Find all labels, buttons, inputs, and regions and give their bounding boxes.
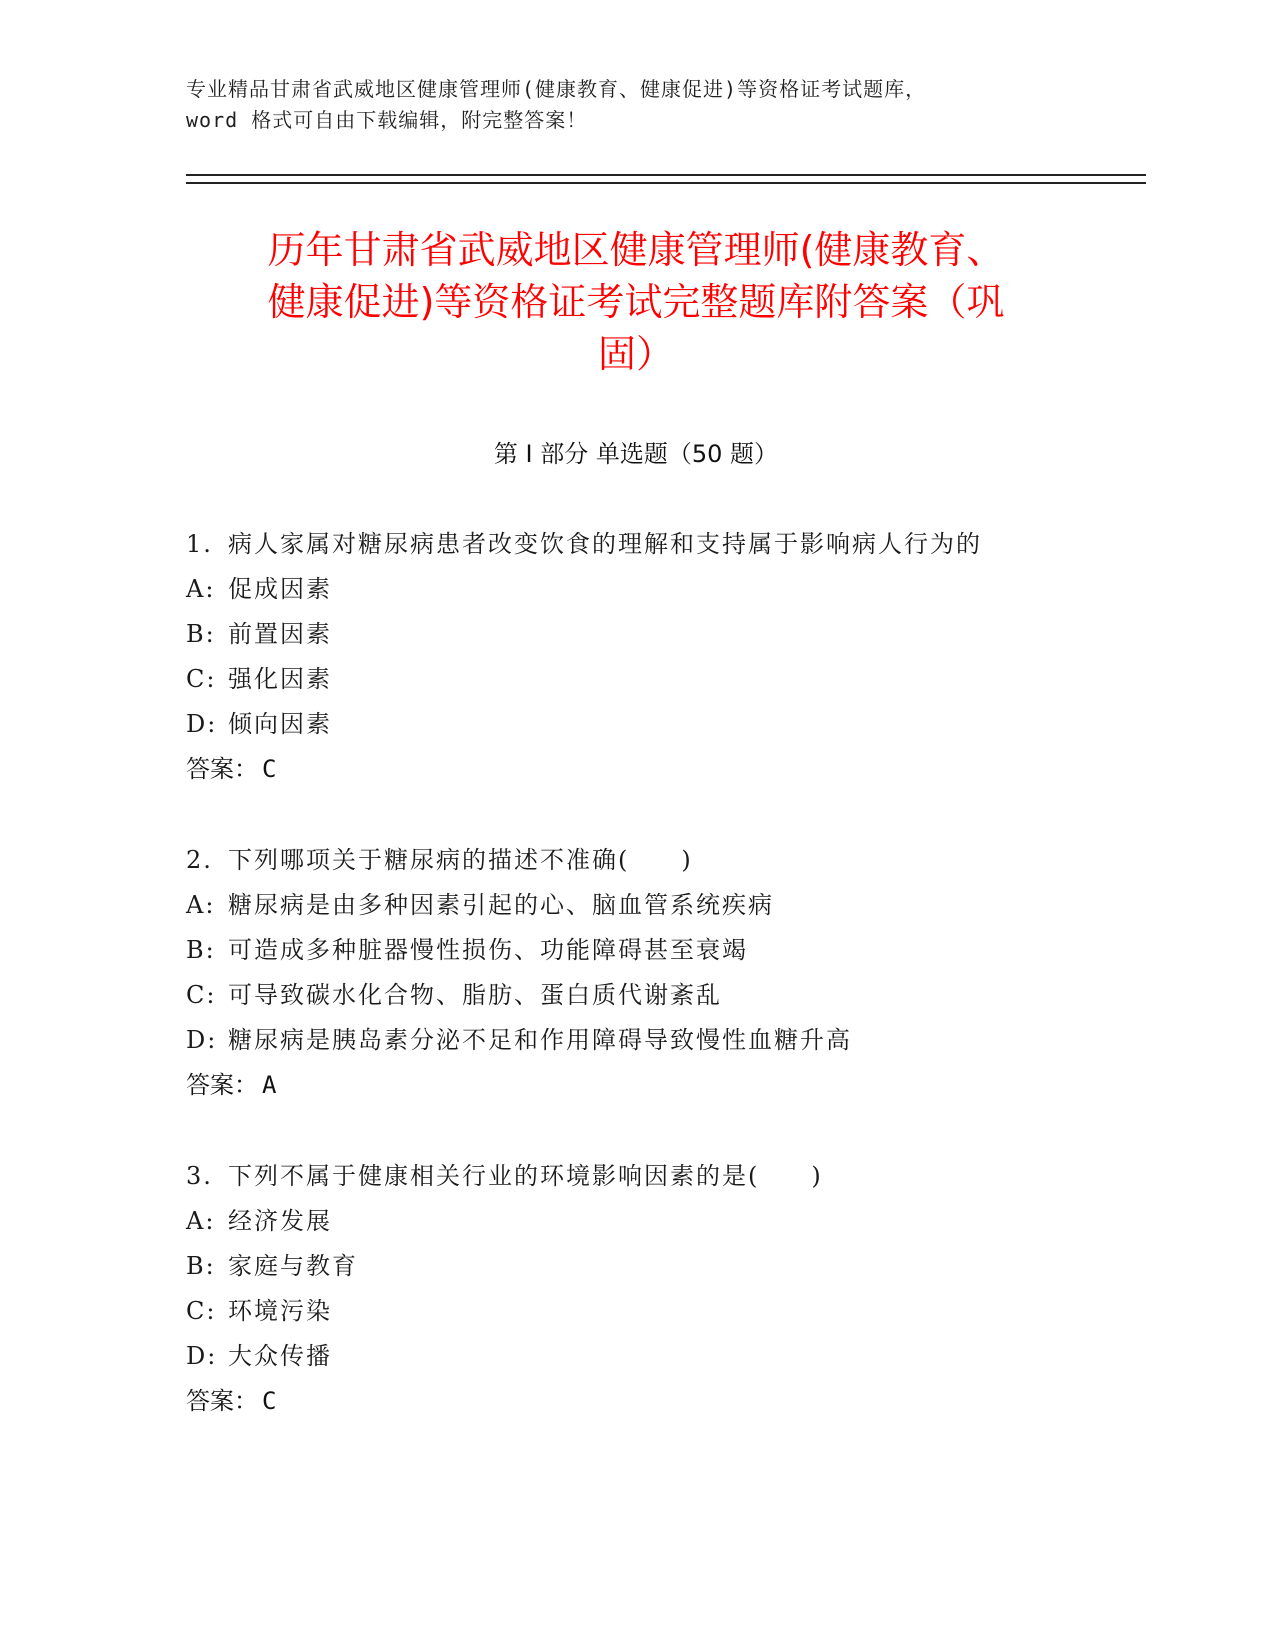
- option-text: 糖尿病是胰岛素分泌不足和作用障碍导致慢性血糖升高: [228, 1026, 852, 1054]
- question-text: 下列哪项关于糖尿病的描述不准确( ): [228, 846, 693, 874]
- option-c: [186, 657, 1086, 702]
- option-label: A:: [186, 575, 216, 603]
- header-note-line-1: 专业精品甘肃省武威地区健康管理师(健康教育、健康促进)等资格证考试题库，: [186, 77, 927, 101]
- option-d: [186, 1018, 1086, 1063]
- option-text: 前置因素: [228, 620, 332, 648]
- answer-label: 答案：: [186, 755, 258, 783]
- answer-value: C: [262, 1387, 277, 1415]
- header-divider-bottom: [186, 182, 1146, 184]
- title-line-2: 健康促进)等资格证考试完整题库附答案（巩: [267, 280, 1005, 324]
- option-label: A:: [186, 891, 216, 919]
- question-number: 3.: [186, 1162, 213, 1190]
- option-text: 经济发展: [228, 1207, 332, 1235]
- question-number: 1.: [186, 530, 213, 558]
- option-label: B:: [186, 1252, 216, 1280]
- option-text: 大众传播: [228, 1342, 332, 1370]
- question-3: [186, 1154, 1086, 1424]
- option-label: B:: [186, 620, 216, 648]
- answer-label: 答案：: [186, 1387, 258, 1415]
- option-label: C:: [186, 665, 217, 693]
- header-note: [186, 74, 1086, 136]
- option-b: [186, 1244, 1086, 1289]
- answer-value: C: [262, 755, 277, 783]
- option-text: 糖尿病是由多种因素引起的心、脑血管系统疾病: [228, 891, 774, 919]
- question-text: 病人家属对糖尿病患者改变饮食的理解和支持属于影响病人行为的: [228, 530, 982, 558]
- title-line-3: 固）: [597, 332, 674, 376]
- header-divider-top: [186, 174, 1146, 176]
- title-line-1: 历年甘肃省武威地区健康管理师(健康教育、: [267, 228, 1005, 272]
- option-label: B:: [186, 936, 216, 964]
- option-c: [186, 1289, 1086, 1334]
- question-text: 下列不属于健康相关行业的环境影响因素的是( ): [228, 1162, 823, 1190]
- answer-value: A: [262, 1071, 277, 1099]
- option-label: D:: [186, 1342, 218, 1370]
- option-label: D:: [186, 1026, 218, 1054]
- answer-label: 答案：: [186, 1071, 258, 1099]
- option-c: [186, 973, 1086, 1018]
- option-label: C:: [186, 1297, 217, 1325]
- answer-line: [186, 1063, 1086, 1108]
- question-number: 2.: [186, 846, 213, 874]
- option-text: 促成因素: [228, 575, 332, 603]
- option-d: [186, 1334, 1086, 1379]
- option-a: [186, 1199, 1086, 1244]
- document-title: [186, 224, 1086, 380]
- question-1: [186, 522, 1086, 792]
- option-text: 可造成多种脏器慢性损伤、功能障碍甚至衰竭: [228, 936, 748, 964]
- option-label: A:: [186, 1207, 216, 1235]
- option-text: 可导致碳水化合物、脂肪、蛋白质代谢紊乱: [228, 981, 722, 1009]
- option-b: [186, 612, 1086, 657]
- option-d: [186, 702, 1086, 747]
- question-stem: [186, 522, 1086, 567]
- answer-line: [186, 1379, 1086, 1424]
- question-stem: [186, 1154, 1086, 1199]
- question-stem: [186, 838, 1086, 883]
- option-a: [186, 567, 1086, 612]
- option-text: 家庭与教育: [228, 1252, 358, 1280]
- option-label: C:: [186, 981, 217, 1009]
- section-heading: 第 I 部分 单选题（50 题）: [493, 440, 779, 468]
- option-text: 强化因素: [228, 665, 332, 693]
- option-text: 环境污染: [228, 1297, 332, 1325]
- answer-line: [186, 747, 1086, 792]
- option-b: [186, 928, 1086, 973]
- option-a: [186, 883, 1086, 928]
- option-label: D:: [186, 710, 218, 738]
- header-note-line-2: word 格式可自由下载编辑，附完整答案！: [186, 108, 588, 132]
- option-text: 倾向因素: [228, 710, 332, 738]
- question-2: [186, 838, 1086, 1108]
